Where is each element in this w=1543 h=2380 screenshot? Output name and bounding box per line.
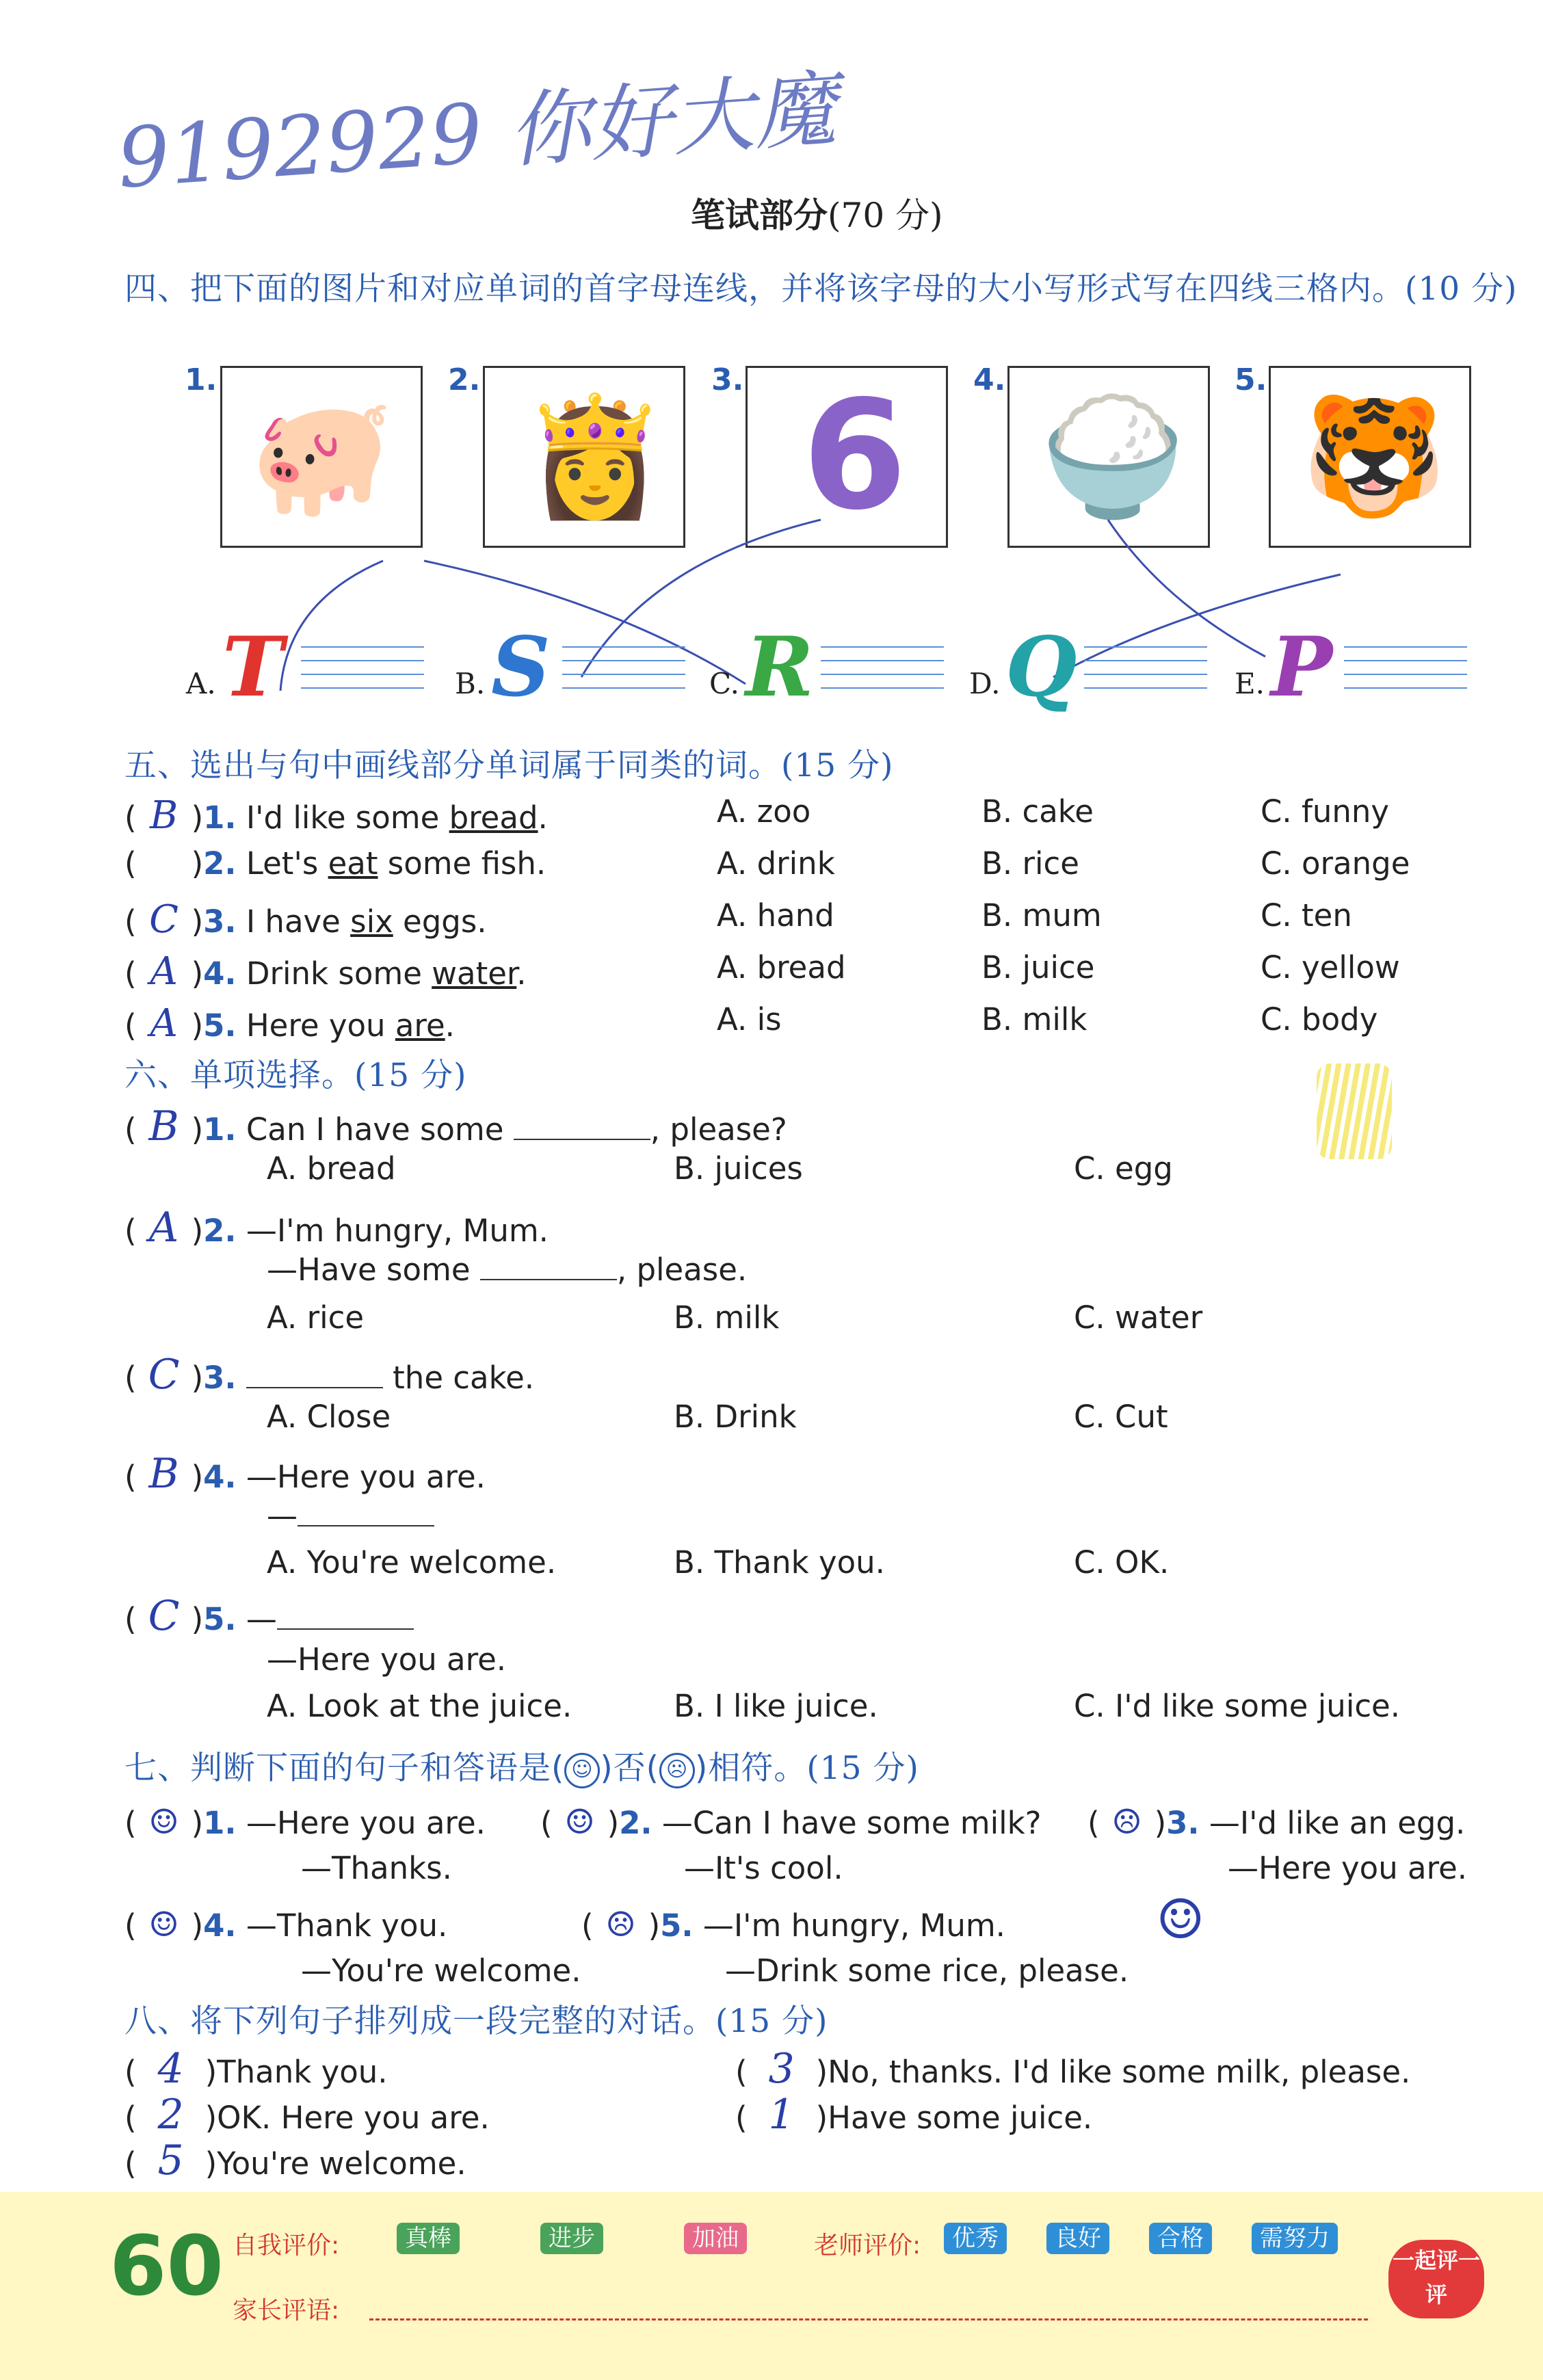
- answer-blank[interactable]: [246, 1380, 383, 1388]
- teacher-eval-label: 老师评价:: [814, 2232, 921, 2260]
- option-a[interactable]: A. is: [717, 1001, 782, 1037]
- answer-mark[interactable]: A: [150, 949, 178, 994]
- section-8-title: 八、将下列句子排列成一段完整的对话。(15 分): [124, 2002, 828, 2040]
- answer-mark[interactable]: B: [148, 1102, 179, 1150]
- list-item: ( A )4. Drink some water.: [124, 949, 527, 994]
- order-item: ( 5 )You're welcome.: [124, 2137, 466, 2184]
- four-line-grid[interactable]: [1344, 646, 1467, 687]
- option-b[interactable]: B. rice: [981, 845, 1079, 882]
- answer-blank[interactable]: [480, 1272, 617, 1280]
- pic-number: 3.: [711, 362, 744, 397]
- option-a[interactable]: A. hand: [717, 897, 834, 934]
- answer-mark[interactable]: A: [150, 1001, 178, 1046]
- crayon-mark: [1317, 1063, 1392, 1159]
- self-eval-cheer[interactable]: 加油: [684, 2223, 747, 2254]
- pic-number: 1.: [185, 362, 217, 397]
- option-a[interactable]: A. bread: [717, 949, 846, 986]
- rice-bowl-icon: 🍚: [1040, 389, 1185, 525]
- option-c[interactable]: C. water: [1074, 1299, 1203, 1336]
- question-1: ( B )1. Can I have some , please?: [124, 1102, 787, 1150]
- judge-item-3: ( ☹ )3. —I'd like an egg.: [1087, 1802, 1466, 1842]
- smile-icon: ☺: [564, 1753, 600, 1788]
- option-b[interactable]: B. milk: [674, 1299, 780, 1336]
- order-item: ( 1 )Have some juice.: [735, 2091, 1093, 2139]
- option-c[interactable]: C. funny: [1261, 793, 1390, 830]
- answer-mark[interactable]: ☺: [148, 1905, 179, 1944]
- option-a[interactable]: A. Close: [267, 1399, 391, 1435]
- option-a[interactable]: A. You're welcome.: [267, 1544, 557, 1581]
- answer-mark[interactable]: 4: [157, 2045, 184, 2093]
- list-item: ( )2. Let's eat some fish.: [124, 845, 546, 882]
- pic-number: 4.: [973, 362, 1006, 397]
- four-line-grid[interactable]: [821, 646, 944, 687]
- evaluation-footer: [0, 2192, 1543, 2380]
- section-7-title: 七、判断下面的句子和答语是( ☺ )否( ☹ )相符。(15 分): [124, 1749, 919, 1787]
- order-item: ( 2 )OK. Here you are.: [124, 2091, 490, 2139]
- option-c[interactable]: C. egg: [1074, 1150, 1173, 1187]
- answer-mark[interactable]: ☺: [148, 1802, 179, 1842]
- option-c[interactable]: C. orange: [1261, 845, 1410, 882]
- parent-comment-line[interactable]: [369, 2318, 1368, 2320]
- letter-S[interactable]: S: [491, 619, 551, 715]
- option-b[interactable]: B. juice: [981, 949, 1095, 986]
- four-line-grid[interactable]: [1084, 646, 1207, 687]
- letter-P[interactable]: P: [1271, 619, 1333, 715]
- answer-mark[interactable]: B: [149, 793, 179, 838]
- answer-mark[interactable]: 1: [768, 2091, 795, 2139]
- number-six-icon: 6: [802, 368, 908, 543]
- answer-mark[interactable]: C: [148, 1351, 180, 1399]
- section-6-title: 六、单项选择。(15 分): [124, 1057, 467, 1094]
- evaluate-badge: 一起评一评: [1388, 2240, 1484, 2318]
- page-number: 60: [109, 2219, 224, 2314]
- teacher-eval-excellent[interactable]: 优秀: [944, 2223, 1007, 2254]
- reply-text: —Thanks.: [301, 1850, 452, 1886]
- princess-icon: 👸: [523, 389, 668, 525]
- option-a[interactable]: A. Look at the juice.: [267, 1688, 572, 1724]
- option-c[interactable]: C. Cut: [1074, 1399, 1168, 1435]
- answer-mark[interactable]: 2: [157, 2091, 184, 2139]
- answer-mark[interactable]: 3: [768, 2045, 795, 2093]
- question-2-line2: —Have some , please.: [267, 1252, 748, 1288]
- question-4: ( B )4. —Here you are.: [124, 1450, 486, 1498]
- reply-text: —Drink some rice, please.: [725, 1953, 1129, 1989]
- pic-number: 5.: [1235, 362, 1267, 397]
- handwritten-scribble: 9192929 你好大魔: [114, 62, 839, 207]
- letter-T[interactable]: T: [222, 619, 284, 715]
- order-item: ( 4 )Thank you.: [124, 2045, 388, 2093]
- option-label: C.: [709, 667, 739, 700]
- option-c[interactable]: C. yellow: [1261, 949, 1400, 986]
- option-c[interactable]: C. OK.: [1074, 1544, 1170, 1581]
- frown-icon: ☹: [659, 1753, 695, 1788]
- option-a[interactable]: A. drink: [717, 845, 835, 882]
- section-4-title: 四、把下面的图片和对应单词的首字母连线，并将该字母的大小写形式写在四线三格内。(10 分): [124, 270, 1518, 308]
- option-b[interactable]: B. milk: [981, 1001, 1087, 1037]
- answer-mark[interactable]: B: [148, 1450, 179, 1498]
- letter-Q[interactable]: Q: [1005, 619, 1077, 715]
- section-5-title: 五、选出与句中画线部分单词属于同类的词。(15 分): [124, 747, 894, 784]
- page-title: 笔试部分(70 分): [691, 196, 943, 235]
- self-eval-label: 自我评价:: [233, 2232, 340, 2260]
- pig-icon: 🐖: [250, 389, 395, 525]
- pic-number: 2.: [448, 362, 481, 397]
- teacher-eval-needs-work[interactable]: 需努力: [1252, 2223, 1338, 2254]
- answer-mark[interactable]: C: [149, 897, 179, 942]
- self-eval-progress[interactable]: 进步: [540, 2223, 603, 2254]
- judge-item-5: ( ☹ )5. —I'm hungry, Mum.: [581, 1905, 1005, 1944]
- answer-mark[interactable]: C: [148, 1592, 180, 1640]
- reply-text: —It's cool.: [684, 1850, 843, 1886]
- extra-smile-mark: ☺: [1156, 1888, 1205, 1951]
- option-b[interactable]: B. mum: [981, 897, 1102, 934]
- option-c[interactable]: C. I'd like some juice.: [1074, 1688, 1401, 1724]
- question-2: ( A )2. —I'm hungry, Mum.: [124, 1204, 549, 1252]
- option-label: E.: [1235, 667, 1265, 700]
- answer-mark[interactable]: ☹: [1111, 1802, 1142, 1842]
- option-b[interactable]: B. Drink: [674, 1399, 797, 1435]
- parent-comment-label: 家长评语:: [233, 2297, 340, 2325]
- teacher-eval-good[interactable]: 良好: [1046, 2223, 1109, 2254]
- reply-text: —You're welcome.: [301, 1953, 581, 1989]
- option-b[interactable]: B. cake: [981, 793, 1094, 830]
- answer-blank[interactable]: [298, 1518, 434, 1526]
- list-item: ( B )1. I'd like some bread.: [124, 793, 548, 838]
- question-3: ( C )3. the cake.: [124, 1351, 535, 1399]
- order-item: ( 3 )No, thanks. I'd like some milk, please.: [735, 2045, 1411, 2093]
- option-label: B.: [455, 667, 486, 700]
- question-4-line2: —: [267, 1498, 434, 1534]
- judge-item-4: ( ☺ )4. —Thank you.: [124, 1905, 448, 1944]
- answer-mark[interactable]: ☹: [605, 1905, 636, 1944]
- reply-text: —Here you are.: [1228, 1850, 1468, 1886]
- answer-mark[interactable]: 5: [157, 2137, 184, 2184]
- list-item: ( A )5. Here you are.: [124, 1001, 455, 1046]
- self-eval-great[interactable]: 真棒: [397, 2223, 460, 2254]
- option-b[interactable]: B. I like juice.: [674, 1688, 878, 1724]
- option-a[interactable]: A. zoo: [717, 793, 811, 830]
- option-c[interactable]: C. ten: [1261, 897, 1352, 934]
- judge-item-2: ( ☺ )2. —Can I have some milk?: [540, 1802, 1042, 1842]
- four-line-grid[interactable]: [301, 646, 424, 687]
- answer-mark[interactable]: ☺: [564, 1802, 595, 1842]
- teacher-eval-pass[interactable]: 合格: [1149, 2223, 1212, 2254]
- question-5: ( C )5. —: [124, 1592, 414, 1640]
- question-5-line2: —Here you are.: [267, 1641, 507, 1678]
- option-label: A.: [186, 667, 216, 700]
- letter-R[interactable]: R: [746, 619, 814, 715]
- option-label: D.: [969, 667, 1001, 700]
- option-a[interactable]: A. bread: [267, 1150, 396, 1187]
- option-b[interactable]: B. juices: [674, 1150, 803, 1187]
- option-b[interactable]: B. Thank you.: [674, 1544, 885, 1581]
- four-line-grid[interactable]: [562, 646, 685, 687]
- tiger-icon: 🐯: [1302, 389, 1447, 525]
- answer-blank[interactable]: [277, 1622, 414, 1630]
- option-a[interactable]: A. rice: [267, 1299, 365, 1336]
- answer-blank[interactable]: [514, 1132, 650, 1140]
- list-item: ( C )3. I have six eggs.: [124, 897, 487, 942]
- option-c[interactable]: C. body: [1261, 1001, 1378, 1037]
- judge-item-1: ( ☺ )1. —Here you are.: [124, 1802, 486, 1842]
- answer-mark[interactable]: A: [148, 1204, 179, 1252]
